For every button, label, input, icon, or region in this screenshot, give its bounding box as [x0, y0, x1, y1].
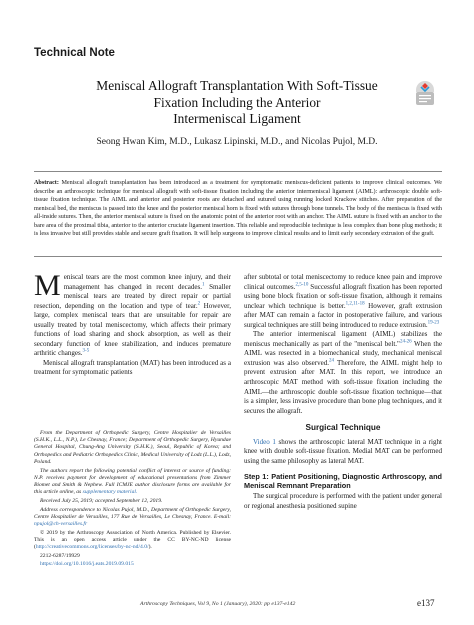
intro-paragraph-4: The anterior intermeniscal ligament (AIML) stabilizes the meniscus mechanically as part of the "meniscal belt."$^{24-26}$ When the AIML was resected in a biomechanical study, mechanical meniscal extrusion was also observed.$^{24}$ Therefore, the AIML might help to prevent extrusion after MAT. In this report, we introduce an arthroscopic MAT method with soft-tissue fixation including the AIML—the arthroscopic double soft-tissue fixation technique—that is a simpler, less invasive procedure than bone plug techniques, and it secures the allograft.: [244, 330, 442, 415]
article-title: [60, 78, 414, 128]
section-heading: Surgical Technique: [305, 423, 381, 433]
email-link[interactable]: npujol@ch-versailles.fr: [34, 520, 88, 527]
author-list: Seong Hwan Kim, M.D., Lukasz Lipinski, M.D., and Nicolas Pujol, M.D.: [96, 137, 378, 147]
received-note: Received July 25, 2019; accepted September 12, 2019.: [40, 497, 163, 504]
step1-paragraph: The surgical procedure is performed with the patient under general or regional anesthesia positioned supine: [244, 492, 442, 510]
body-column-left: [34, 269, 231, 378]
intro-paragraph-1: Meniscal tears are the most common knee injury, and their management has changed in recent decades.$^1$ Smaller meniscal tears are treated by direct repair or partial resection, depending on the location and type of tear.$^2$ However, large, complex meniscal tears that are unsuitable for repair are usually treated by total meniscectomy, which affects their primary functions of load sharing and shock absorption, as well as their secondary function of knee stabilization, and induces premature arthritic changes.$^{3-5}$: [34, 269, 231, 358]
reference-link[interactable]: 2: [197, 301, 201, 307]
intro-paragraph-3: after subtotal or total meniscectomy to reduce knee pain and improve clinical outcomes.$^{2,5-10}$ Successful allograft fixation has been reported using bone block fixation or soft-tissue fixation, although it remains unclear which technique is better.$^{1,2,11-18}$ However, graft extrusion after MAT can remain a factor in postoperative failure, and various surgical techniques are still being introduced to reduce extrusion.$^{19-23}$: [244, 273, 443, 329]
title-line-2: Fixation Including the Anterior: [153, 94, 321, 110]
drop-cap: M: [34, 269, 61, 302]
technique-paragraph: Video 1 shows the arthroscopic lateral MAT technique in a right knee with double soft-tissue fixation. Medial MAT can be performed using the same philosophy as lateral MAT.: [244, 437, 442, 465]
footnotes: [34, 430, 231, 570]
reference-link[interactable]: 24-26: [399, 339, 412, 345]
license-link[interactable]: http://creativecommons.org/licenses/by-nc-nd/4.0/: [35, 544, 149, 551]
reference-link[interactable]: 3-5: [82, 349, 90, 355]
video-link[interactable]: Video 1: [253, 437, 276, 446]
reference-link[interactable]: 24: [329, 358, 335, 364]
page-number: e137: [417, 598, 435, 608]
reference-link[interactable]: 2,5-10: [295, 282, 309, 288]
reference-link[interactable]: 1,2,11-18: [345, 301, 365, 307]
copyright-note: © 2019 by the Arthroscopy Association of North America. Published by Elsevier. This is an open access article under the CC BY-NC-ND license (http://creativecommons.org/licenses/by-nc-nd/4.0/).: [34, 529, 231, 551]
address-note: Address correspondence to Nicolas Pujol, M.D., Department of Orthopedic Surgery, Centre Hospitalier de Versailles, 177 Rue de Versailles, Le Chesnay, France. E-mail: npujol@ch-versailles.fr: [34, 506, 231, 527]
abstract-label: Abstract:: [34, 180, 59, 186]
running-footer: Arthroscopy Techniques, Vol 9, No 1 (January), 2020: pp e137-e142: [140, 601, 296, 607]
issn: 2212-6287/19929: [40, 552, 80, 559]
abstract-top-rule: [34, 171, 442, 172]
subsection-heading: Step 1: Patient Positioning, Diagnostic Arthroscopy, and Meniscal Remnant Preparation: [244, 472, 442, 491]
article-type-label: Technical Note: [34, 47, 115, 59]
abstract-bottom-rule: [34, 256, 442, 257]
title-line-1: Meniscal Allograft Transplantation With Soft-Tissue: [96, 78, 378, 93]
title-line-3: Intermeniscal Ligament: [173, 111, 301, 126]
reference-link[interactable]: 1: [202, 282, 205, 288]
doi-link[interactable]: https://doi.org/10.1016/j.eats.2019.09.015: [40, 561, 134, 568]
abstract-text: Meniscal allograft transplantation has been introduced as a treatment for symptomatic meniscus-deficient patients to improve clinical outcomes. We describe an arthroscopic technique for meniscal allograft with soft-tissue fixation including the anterior intermeniscal ligament (AIML): arthroscopic double soft-tissue fixation technique. The AIML and anterior and posterior roots are detached and sutured using running locked Krackow stitches. After preparation of the meniscal bed, the meniscus is passed into the knee and the posterior meniscal horn is fixed with sutures through bone tunnels. The body of the meniscus is fixed with all-inside sutures. Then, the anterior meniscal suture is fixed on the anatomic point of the anterior root with an anchor. The AIML suture is fixed with an anchor to the bare area of the proximal tibia, anterior to the anterior cruciate ligament insertion. This reliable and reproducible technique is less complex than bone plug methods; it is less invasive but still provides stable and secure graft fixation. It will help surgeons to improve clinical results and to limit early secondary extrusion of the graft.: [34, 180, 442, 237]
supplementary-material-link[interactable]: supplementary material.: [82, 489, 138, 496]
affiliation-note: From the Department of Orthopedic Surgery, Centre Hospitalier de Versailles (S.H.K., L.L., N.P.), Le Chesnay, France; Department of Orthopedic Surgery, Hyundae General Hospital, Chung-Ang University (S.H.K.), Seoul, Republic of Korea; and Orthopedics and Pediatric Orthopedics Clinic, Medical University of Lodz (L.L.), Lodz, Poland.: [34, 430, 231, 465]
reference-link[interactable]: 19-23: [427, 320, 440, 326]
intro-paragraph-2: Meniscal allograft transplantation (MAT) has been introduced as a treatment for symptomatic patients: [34, 358, 231, 377]
crossmark-icon[interactable]: [415, 80, 435, 106]
abstract: [34, 179, 442, 239]
body-column-right: [244, 273, 442, 511]
disclosure-note: The authors report the following potential conflict of interest or source of funding: N.P. receives payment for development of educational presentations from Zimmer Biomet and Smith & Nephew. Full ICMJE author disclosure forms are available for this article online, as supplementary material.: [34, 467, 231, 496]
